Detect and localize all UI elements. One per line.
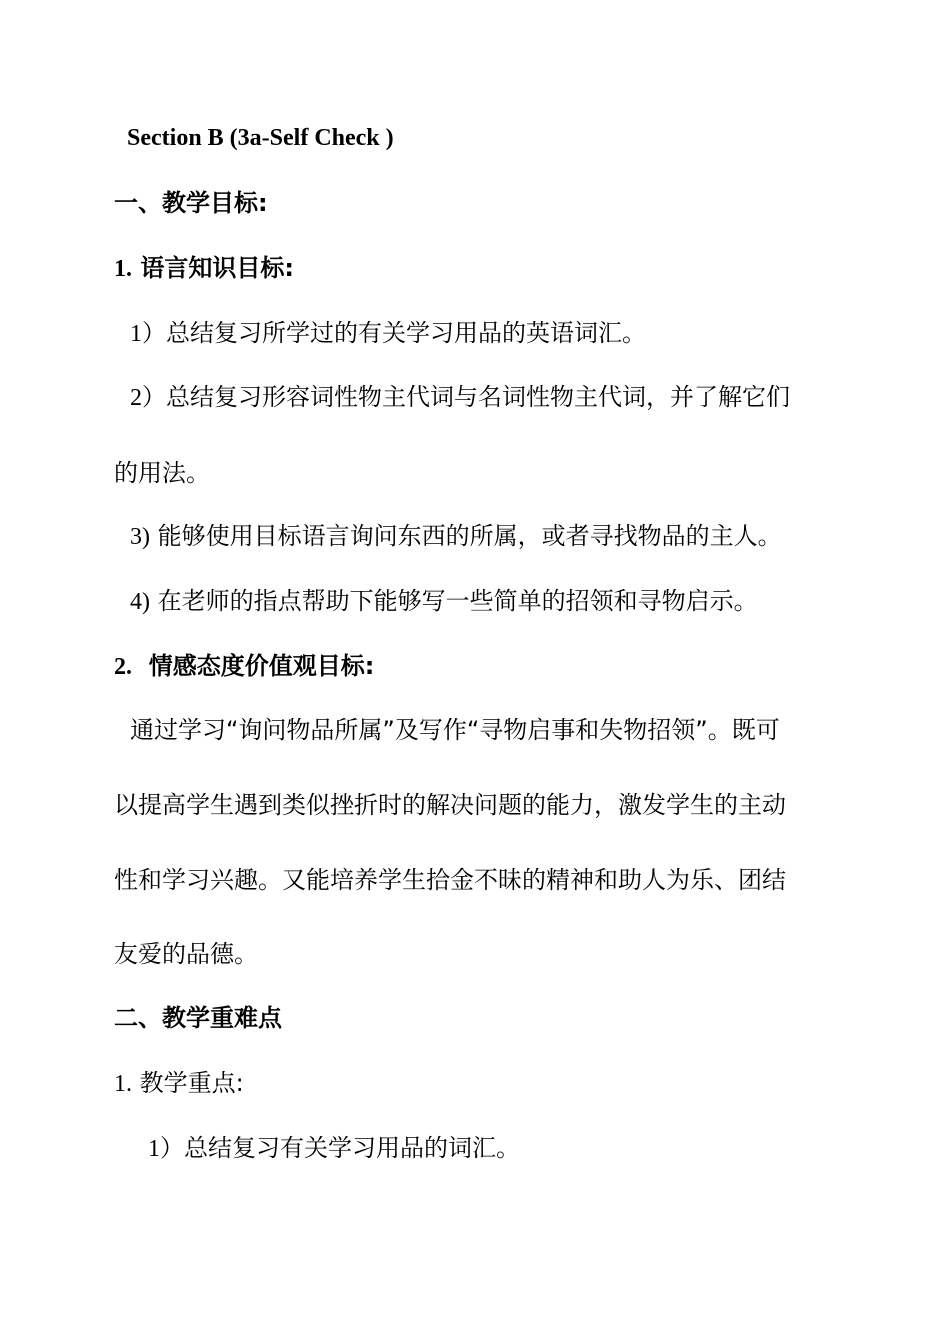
paragraph-line: 以提高学生遇到类似挫折时的解决问题的能力，激发学生的主动 — [114, 791, 786, 819]
list-item-text: 总结复习所学过的有关学习用品的英语词汇。 — [166, 319, 646, 347]
list-item-number: 4) — [130, 589, 150, 615]
list-item-number: 1） — [148, 1136, 184, 1162]
subheading-number: 1. — [114, 256, 132, 282]
list-item-text: 能够使用目标语言询问东西的所属，或者寻找物品的主人。 — [157, 522, 782, 550]
paragraph-line: 通过学习“询问物品所属”及写作“寻物启事和失物招领”。既可 — [130, 716, 780, 744]
list-item — [130, 321, 646, 346]
list-item — [148, 1136, 520, 1161]
subheading-text: 情感态度价值观目标: — [148, 652, 375, 680]
list-item-text: 在老师的指点帮助下能够写一些简单的招领和寻物启示。 — [157, 587, 758, 615]
list-item-number: 3) — [130, 524, 150, 550]
list-item-number: 1） — [130, 321, 166, 347]
subheading-affective-goals — [114, 654, 374, 679]
list-item-text: 总结复习有关学习用品的词汇。 — [184, 1134, 520, 1162]
list-item-number: 2） — [130, 385, 166, 411]
list-item-continuation: 的用法。 — [114, 459, 210, 487]
list-item — [130, 524, 782, 549]
subheading-language-goals — [114, 256, 294, 281]
section-heading-key-points: 二、教学重难点 — [114, 1004, 282, 1032]
subheading-number: 1. — [114, 1071, 132, 1097]
subheading-teaching-focus — [114, 1071, 244, 1096]
subheading-text: 语言知识目标: — [140, 254, 294, 282]
section-heading-objectives: 一、教学目标: — [114, 189, 268, 217]
paragraph-line: 友爱的品德。 — [114, 940, 258, 968]
document-title: Section B (3a-Self Check ) — [127, 125, 394, 151]
paragraph-line: 性和学习兴趣。又能培养学生拾金不昧的精神和助人为乐、团结 — [114, 866, 786, 894]
subheading-text: 教学重点: — [139, 1069, 244, 1097]
list-item-text: 总结复习形容词性物主代词与名词性物主代词，并了解它们 — [166, 383, 790, 411]
list-item — [130, 589, 758, 614]
list-item — [130, 385, 790, 410]
subheading-number: 2. — [114, 654, 132, 680]
